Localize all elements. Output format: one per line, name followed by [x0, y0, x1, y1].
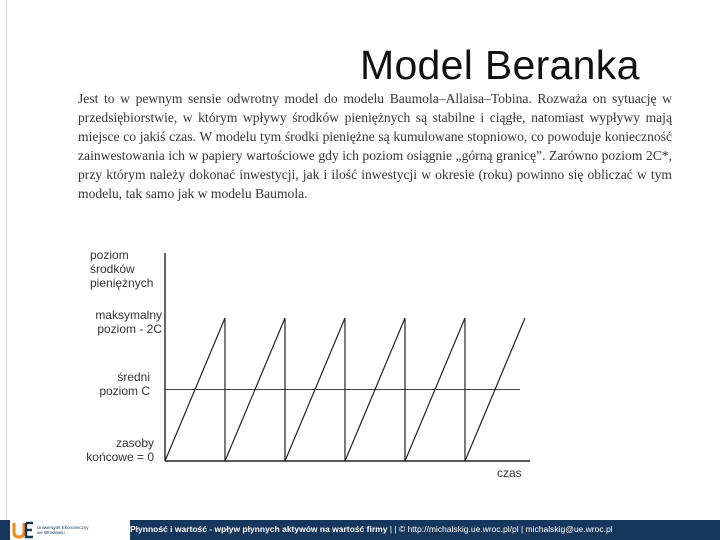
mid-level-label: średni poziom C [99, 370, 150, 398]
slide-left-border [0, 0, 7, 520]
university-logo-icon [12, 521, 34, 539]
slide-title: Model Beranka [360, 42, 640, 88]
footer-contact: | | © http://michalskig.ue.wroc.pl/pl | michalskig@ue.wroc.pl [389, 524, 613, 534]
footer-title: Płynność i wartość - wpływ płynnych aktywów na wartość firmy [130, 524, 388, 534]
university-logo-text: Uniwersytet Ekonomiczny we Wrocławiu [37, 524, 89, 535]
y-axis-label: poziom środków pieniężnych [90, 248, 154, 290]
footer-text [130, 524, 613, 534]
university-logo [10, 519, 130, 540]
x-axis-label: czas [497, 466, 522, 480]
max-level-label: maksymalny poziom - 2C [95, 308, 162, 336]
zero-level-label: zasoby końcowe = 0 [86, 436, 154, 464]
slide-paragraph: Jest to w pewnym sensie odwrotny model do modelu Baumola–Allaisa–Tobina. Rozważa on sytuację w przedsiębiorstwie, w którym wpływy środków pieniężnych są stabilne i ciągłe, natomiast wypływy mają miejsce co jakiś czas. W modelu tym środki pieniężne są kumulowane stopniowo, co powoduje konieczność zainwestowania ich w papiery wartościowe gdy ich poziom osiągnie „górną granicę”. Zarówno poziom 2C*, przy którym należy dokonać inwestycji, jak i ilość inwestycji w okresie (roku) powinno się obliczać w tym modelu, tak samo jak w modelu Baumola. [78, 91, 672, 201]
